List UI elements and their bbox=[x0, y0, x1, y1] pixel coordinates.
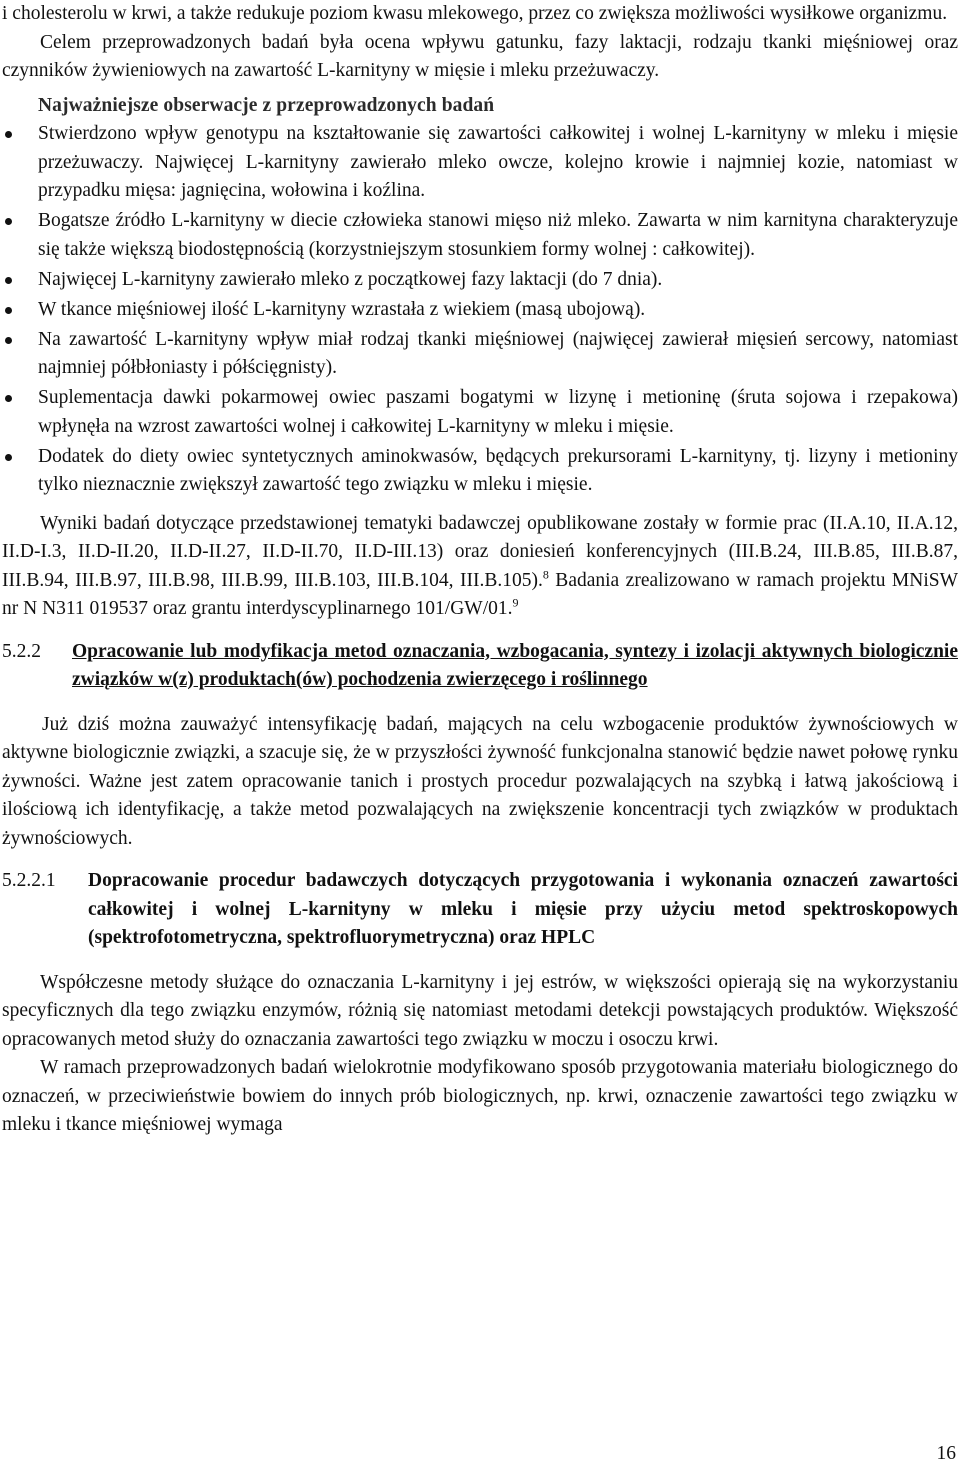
list-item: Suplementacja dawki pokarmowej owiec paszami bogatymi w lizynę i metioninę (śruta sojowa i rzepakowa) wpłynęła na wzrost zawartości wolnej i całkowitej L-karnityny w mleku i mięsie. bbox=[2, 384, 958, 441]
list-item: Dodatek do diety owiec syntetycznych aminokwasów, będących prekursorami L-karnityny, tj. lizyny i metioniny tylko nieznacznie zwiększył zawartość tego związku w mleku i mięsie. bbox=[2, 443, 958, 500]
bullet-icon bbox=[5, 454, 12, 461]
footnote-ref-9[interactable]: 9 bbox=[512, 595, 519, 610]
bullet-icon bbox=[5, 307, 12, 314]
list-item: Najwięcej L-karnityny zawierało mleko z początkowej fazy laktacji (do 7 dnia). bbox=[2, 266, 958, 295]
aim-paragraph: Celem przeprowadzonych badań była ocena wpływu gatunku, fazy laktacji, rodzaju tkanki mięśniowej oraz czynników żywieniowych na zawartość L-karnityny w mięsie i mleku przeżuwaczy. bbox=[2, 31, 958, 81]
section-5-2-2-1-body-1: Współczesne metody służące do oznaczania L-karnityny i jej estrów, w większości opierają się na wykorzystaniu specyficznych dla tego związku enzymów, różnią się natomiast metodami detekcji powstających produktów. Większość opracowanych metod służy do oznaczania zawartości tego związku w moczu i osoczu krwi. bbox=[2, 971, 958, 1050]
section-number: 5.2.2.1 bbox=[2, 870, 56, 891]
section-title: Dopracowanie procedur badawczych dotyczących przygotowania i wykonania oznaczeń zawartości całkowitej i wolnej L-karnityny w mleku i mięsie przy użyciu metod spektroskopowych (spektrofotometryczna, spektrofluorymetryczna) oraz HPLC bbox=[88, 870, 958, 948]
footnote-ref-8[interactable]: 8 bbox=[542, 567, 549, 581]
list-item: W tkance mięśniowej ilość L-karnityny wzrastała z wiekiem (masą ubojową). bbox=[2, 296, 958, 325]
list-item: Na zawartość L-karnityny wpływ miał rodzaj tkanki mięśniowej (najwięcej zawierał mięsień sercowy, natomiast najmniej półbłoniasty i półścięgnisty). bbox=[2, 326, 958, 383]
bullet-icon bbox=[5, 131, 12, 138]
section-5-2-2-1-body-2: W ramach przeprowadzonych badań wielokrotnie modyfikowano sposób przygotowania materiału biologicznego do oznaczeń, w przeciwieństwie bowiem do innych prób biologicznych, np. krwi, oznaczenie zawartości tego związku w mleku i tkance mięśniowej wymaga bbox=[2, 1057, 958, 1135]
section-5-2-2-1-heading bbox=[2, 867, 958, 953]
page-number: 16 bbox=[936, 1443, 956, 1464]
list-item: Stwierdzono wpływ genotypu na kształtowanie się zawartości całkowitej i wolnej L-karnityny w mleku i mięsie przeżuwaczy. Najwięcej L-karnityny zawierało mleko owcze, kolejno krowie i najmniej kozie, natomiast w przypadku mięsa: jagnięcina, wołowina i koźlina. bbox=[2, 120, 958, 206]
observations-heading: Najważniejsze obserwacje z przeprowadzonych badań bbox=[38, 94, 495, 116]
bullet-icon bbox=[5, 218, 12, 225]
section-5-2-2-body: Już dziś można zauważyć intensyfikację badań, mających na celu wzbogacenie produktów żywnościowych w aktywne biologicznie związki, a szacuje się, że w przyszłości żywność funkcjonalna stanowić będzie nawet połowę rynku żywności. Ważne jest zatem opracowanie tanich i prostych procedur pozwalających na szybką i łatwą jakościową i ilościową ich identyfikację, a także metod pozwalających na zwiększenie koncentracji tych związków w produktach żywnościowych. bbox=[2, 713, 958, 849]
bullet-icon bbox=[5, 395, 12, 402]
results-paragraph: Wyniki badań dotyczące przedstawionej tematyki badawczej opublikowane zostały w formie prac (II.A.10, II.A.12, II.D-I.3, II.D-II.20, II.D-II.27, II.D-II.70, II.D-III.13) oraz doniesień konferencyjnych (III.B.24, III.B.85, III.B.87, III.B.94, III.B.97, III.B.98, III.B.99, III.B.103, III.B.104, III.B.105).$^8$ Badania zrealizowano w ramach projektu MNiSW nr N N311 019537 oraz grantu interdyscyplinarnego 101/GW/01.$^9$ bbox=[2, 512, 959, 619]
section-number: 5.2.2 bbox=[2, 640, 41, 662]
section-5-2-2-heading bbox=[2, 638, 958, 695]
observations-list bbox=[2, 120, 958, 500]
bullet-icon bbox=[5, 277, 12, 284]
list-item: Bogatsze źródło L-karnityny w diecie człowieka stanowi mięso niż mleko. Zawarta w nim karnityna charakteryzuje się także większą biodostępnością (korzystniejszym stosunkiem formy wolnej : całkowitej). bbox=[2, 207, 958, 264]
bullet-icon bbox=[5, 337, 12, 344]
section-title: Opracowanie lub modyfikacja metod oznaczania, wzbogacania, syntezy i izolacji aktywnych biologicznie związków w(z) produktach(ów) pochodzenia zwierzęcego i roślinnego bbox=[72, 640, 958, 690]
intro-continued-paragraph: i cholesterolu w krwi, a także redukuje poziom kwasu mlekowego, przez co zwiększa możliwości wysiłkowe organizmu. bbox=[2, 3, 948, 24]
